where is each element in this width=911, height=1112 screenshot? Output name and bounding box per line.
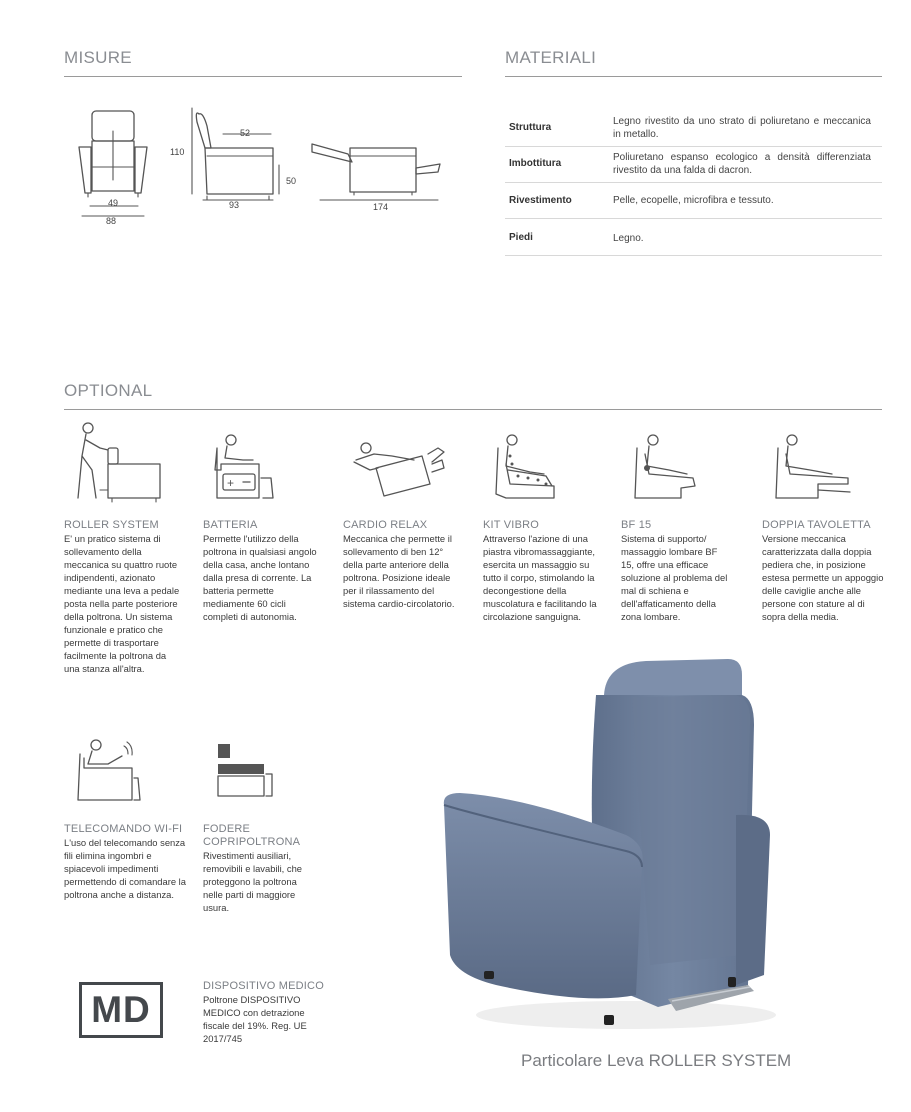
svg-text:+: +	[227, 476, 235, 490]
medical-device-title: DISPOSITIVO MEDICO	[203, 980, 324, 992]
option-title: DOPPIA TAVOLETTA	[762, 519, 871, 531]
option-description: L'uso del telecomando senza fili elimina ingombri e spiacevoli impedimenti permettendo di comandare la poltrona anche a distanza.	[64, 837, 186, 900]
option-title: KIT VIBRO	[483, 519, 539, 531]
materiali-rule	[505, 76, 882, 77]
materiali-label: Rivestimento	[509, 195, 572, 206]
roller-system-icon	[74, 420, 164, 502]
dim-side-depth: 93	[229, 200, 240, 210]
wifi-remote-icon	[76, 738, 146, 804]
option-description: Sistema di supporto/ massaggio lombare BF 15, offre una efficace soluzione al problema del mal di schiena e dell'affaticamento della zona lombare.	[621, 533, 728, 622]
medical-device-badge: MD	[79, 982, 163, 1038]
materiali-row	[505, 146, 882, 183]
materiali-value: Legno rivestito da uno strato di poliuretano e meccanica in metallo.	[613, 116, 871, 140]
misure-heading: MISURE	[64, 48, 132, 67]
dim-seat-height: 50	[286, 176, 297, 186]
medical-device-description: Poltrone DISPOSITIVO MEDICO con detrazione fiscale del 19%. Reg. UE 2017/745	[203, 994, 307, 1044]
doppia-tavoletta-icon	[774, 434, 854, 502]
cardio-relax-icon	[352, 440, 448, 500]
materiali-value: Poliuretano espanso ecologico a densità differenziata rivestito da una falda di dacron.	[613, 152, 871, 176]
materiali-heading: MATERIALI	[505, 48, 597, 67]
option-description: Permette l'utilizzo della poltrona in qualsiasi angolo della casa, anche lontano dalla presa di corrente. La batteria permette mediamente 60 cicli completi di autonomia.	[203, 533, 317, 622]
materiali-row	[505, 182, 882, 219]
optional-heading: OPTIONAL	[64, 381, 153, 400]
dim-front-outer-width: 88	[106, 216, 117, 226]
chair-photo	[436, 655, 781, 1035]
dim-side-height: 110	[170, 147, 185, 157]
materiali-row	[505, 110, 882, 147]
option-description: Versione meccanica caratterizzata dalla doppia pediera che, in posizione estesa permette un appoggio delle caviglie anche alle persone con stature al di sopra della media.	[762, 533, 884, 622]
photo-caption: Particolare Leva ROLLER SYSTEM	[521, 1051, 792, 1070]
dim-side-seat-depth: 52	[240, 128, 251, 138]
materiali-value: Pelle, ecopelle, microfibra e tessuto.	[613, 195, 774, 206]
chair-cover-icon	[214, 742, 274, 802]
option-description: E' un pratico sistema di sollevamento della meccanica su quattro ruote indipendenti, azionato mediante una leva a pedale posta nella parte posteriore della poltrona. Un sistema funzionale e pratico che permette di trasportare facilmente la poltrona da una stanza all'altra.	[64, 533, 180, 674]
dim-front-inner-width: 49	[108, 198, 119, 208]
option-description: Rivestimenti ausiliari, removibili e lavabili, che proteggono la poltrona nelle parti di maggiore usura.	[203, 850, 303, 913]
option-title: BF 15	[621, 519, 652, 531]
materiali-label: Struttura	[509, 122, 552, 133]
battery-icon	[213, 434, 277, 502]
misure-rule	[64, 76, 462, 77]
materiali-value: Legno.	[613, 233, 644, 244]
reclined-view-drawing	[308, 140, 448, 210]
side-view-drawing	[185, 108, 285, 208]
option-title: CARDIO RELAX	[343, 519, 428, 531]
front-view-drawing	[75, 105, 155, 205]
option-title: ROLLER SYSTEM	[64, 519, 159, 531]
optional-rule	[64, 409, 882, 410]
materiali-label: Imbottitura	[509, 158, 562, 169]
option-description: Attraverso l'azione di una piastra vibromassaggiante, esercita un massaggio su tutto il corpo, stimolando la decongestione della muscolatura e facilitando la circolazione sanguigna.	[483, 533, 597, 622]
option-title: TELECOMANDO WI-FI	[64, 823, 183, 835]
option-description: Meccanica che permette il sollevamento di ben 12° della parte anteriore della poltrona. Posizione ideale per il rilassamento del sistema cardio-circolatorio.	[343, 533, 455, 609]
option-title: BATTERIA	[203, 519, 258, 531]
dim-reclined-length: 174	[373, 202, 389, 212]
kit-vibro-icon	[494, 434, 560, 502]
materiali-row	[505, 218, 882, 256]
option-title: FODERE COPRIPOLTRONA	[203, 823, 301, 848]
materiali-label: Piedi	[509, 232, 533, 243]
bf15-icon	[633, 434, 699, 502]
